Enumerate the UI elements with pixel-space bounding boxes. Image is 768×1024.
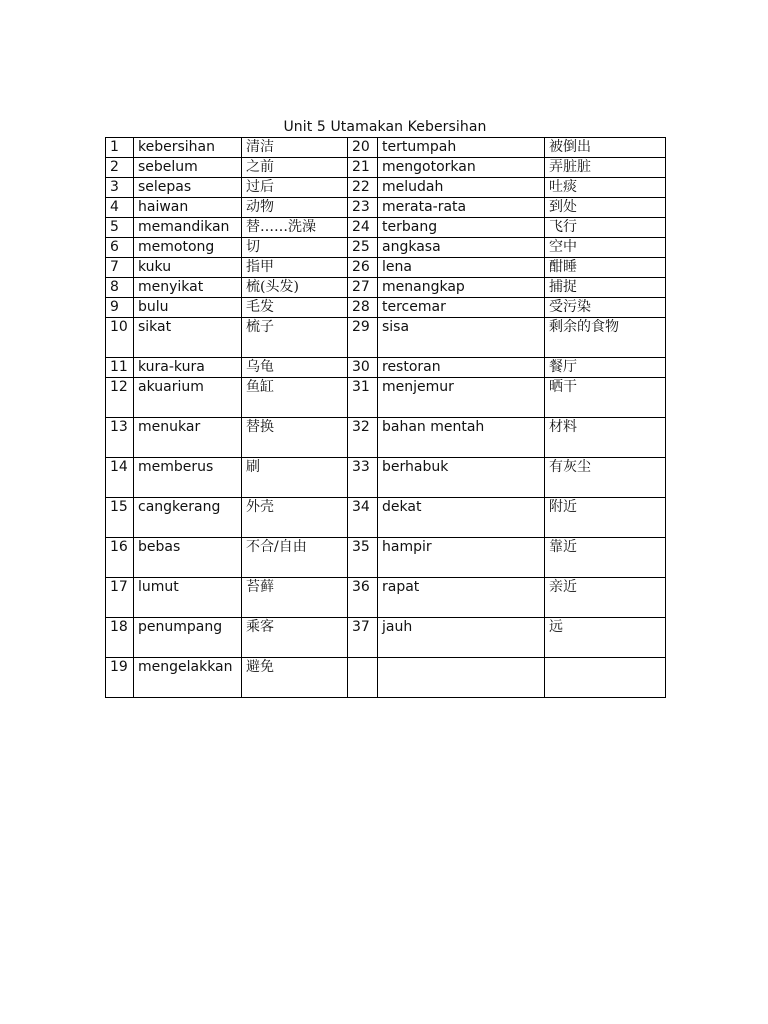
chinese-meaning: 指甲	[242, 258, 348, 278]
entry-number: 7	[106, 258, 134, 278]
table-row	[106, 178, 666, 198]
entry-number: 31	[348, 378, 378, 418]
malay-word: sebelum	[134, 158, 242, 178]
chinese-meaning: 替换	[242, 418, 348, 458]
chinese-meaning: 梳子	[242, 318, 348, 358]
table-row	[106, 358, 666, 378]
chinese-meaning: 动物	[242, 198, 348, 218]
entry-number: 29	[348, 318, 378, 358]
chinese-meaning: 远	[545, 618, 666, 658]
table-row	[106, 498, 666, 538]
entry-number: 26	[348, 258, 378, 278]
table-row	[106, 158, 666, 178]
chinese-meaning: 乌龟	[242, 358, 348, 378]
malay-word: angkasa	[378, 238, 545, 258]
chinese-meaning: 飞行	[545, 218, 666, 238]
malay-word: meludah	[378, 178, 545, 198]
malay-word: hampir	[378, 538, 545, 578]
malay-word: tertumpah	[378, 138, 545, 158]
malay-word: menjemur	[378, 378, 545, 418]
chinese-meaning: 有灰尘	[545, 458, 666, 498]
table-row	[106, 278, 666, 298]
malay-word: lena	[378, 258, 545, 278]
malay-word: tercemar	[378, 298, 545, 318]
malay-word: menyikat	[134, 278, 242, 298]
chinese-meaning: 吐痰	[545, 178, 666, 198]
malay-word: bulu	[134, 298, 242, 318]
table-row	[106, 538, 666, 578]
table-row	[106, 318, 666, 358]
entry-number: 28	[348, 298, 378, 318]
entry-number: 21	[348, 158, 378, 178]
vocabulary-table	[105, 137, 666, 698]
entry-number: 24	[348, 218, 378, 238]
entry-number: 17	[106, 578, 134, 618]
entry-number: 35	[348, 538, 378, 578]
table-row	[106, 658, 666, 698]
chinese-meaning: 材料	[545, 418, 666, 458]
entry-number: 5	[106, 218, 134, 238]
chinese-meaning: 外壳	[242, 498, 348, 538]
entry-number: 37	[348, 618, 378, 658]
entry-number	[348, 658, 378, 698]
chinese-meaning: 替……洗澡	[242, 218, 348, 238]
entry-number: 27	[348, 278, 378, 298]
entry-number: 2	[106, 158, 134, 178]
entry-number: 15	[106, 498, 134, 538]
entry-number: 18	[106, 618, 134, 658]
chinese-meaning: 毛发	[242, 298, 348, 318]
malay-word: jauh	[378, 618, 545, 658]
entry-number: 10	[106, 318, 134, 358]
entry-number: 6	[106, 238, 134, 258]
malay-word: merata-rata	[378, 198, 545, 218]
chinese-meaning	[545, 658, 666, 698]
malay-word: kuku	[134, 258, 242, 278]
malay-word: bebas	[134, 538, 242, 578]
malay-word: selepas	[134, 178, 242, 198]
entry-number: 14	[106, 458, 134, 498]
table-row	[106, 138, 666, 158]
malay-word: memandikan	[134, 218, 242, 238]
malay-word: bahan mentah	[378, 418, 545, 458]
chinese-meaning: 受污染	[545, 298, 666, 318]
malay-word: penumpang	[134, 618, 242, 658]
malay-word: kebersihan	[134, 138, 242, 158]
malay-word: mengotorkan	[378, 158, 545, 178]
chinese-meaning: 鱼缸	[242, 378, 348, 418]
malay-word: akuarium	[134, 378, 242, 418]
chinese-meaning: 捕捉	[545, 278, 666, 298]
entry-number: 16	[106, 538, 134, 578]
chinese-meaning: 亲近	[545, 578, 666, 618]
table-row	[106, 578, 666, 618]
chinese-meaning: 乘客	[242, 618, 348, 658]
malay-word: haiwan	[134, 198, 242, 218]
entry-number: 3	[106, 178, 134, 198]
malay-word: rapat	[378, 578, 545, 618]
malay-word: berhabuk	[378, 458, 545, 498]
chinese-meaning: 晒干	[545, 378, 666, 418]
malay-word: menangkap	[378, 278, 545, 298]
malay-word: sisa	[378, 318, 545, 358]
malay-word: lumut	[134, 578, 242, 618]
chinese-meaning: 过后	[242, 178, 348, 198]
table-row	[106, 218, 666, 238]
malay-word: cangkerang	[134, 498, 242, 538]
table-row	[106, 198, 666, 218]
chinese-meaning: 空中	[545, 238, 666, 258]
table-row	[106, 238, 666, 258]
table-row	[106, 298, 666, 318]
entry-number: 13	[106, 418, 134, 458]
chinese-meaning: 餐厅	[545, 358, 666, 378]
malay-word: menukar	[134, 418, 242, 458]
page-title: Unit 5 Utamakan Kebersihan	[283, 119, 487, 135]
entry-number: 22	[348, 178, 378, 198]
entry-number: 11	[106, 358, 134, 378]
chinese-meaning: 梳(头发)	[242, 278, 348, 298]
entry-number: 23	[348, 198, 378, 218]
entry-number: 1	[106, 138, 134, 158]
chinese-meaning: 避免	[242, 658, 348, 698]
chinese-meaning: 被倒出	[545, 138, 666, 158]
entry-number: 30	[348, 358, 378, 378]
malay-word: memberus	[134, 458, 242, 498]
malay-word	[378, 658, 545, 698]
malay-word: dekat	[378, 498, 545, 538]
malay-word: memotong	[134, 238, 242, 258]
chinese-meaning: 剩余的食物	[545, 318, 666, 358]
table-row	[106, 458, 666, 498]
malay-word: kura-kura	[134, 358, 242, 378]
table-row	[106, 618, 666, 658]
entry-number: 32	[348, 418, 378, 458]
entry-number: 8	[106, 278, 134, 298]
entry-number: 36	[348, 578, 378, 618]
table-row	[106, 418, 666, 458]
malay-word: mengelakkan	[134, 658, 242, 698]
entry-number: 25	[348, 238, 378, 258]
table-row	[106, 378, 666, 418]
chinese-meaning: 清洁	[242, 138, 348, 158]
chinese-meaning: 不合/自由	[242, 538, 348, 578]
malay-word: terbang	[378, 218, 545, 238]
chinese-meaning: 到处	[545, 198, 666, 218]
entry-number: 33	[348, 458, 378, 498]
chinese-meaning: 切	[242, 238, 348, 258]
entry-number: 12	[106, 378, 134, 418]
chinese-meaning: 之前	[242, 158, 348, 178]
chinese-meaning: 酣睡	[545, 258, 666, 278]
chinese-meaning: 苔藓	[242, 578, 348, 618]
entry-number: 34	[348, 498, 378, 538]
malay-word: sikat	[134, 318, 242, 358]
entry-number: 20	[348, 138, 378, 158]
chinese-meaning: 靠近	[545, 538, 666, 578]
malay-word: restoran	[378, 358, 545, 378]
entry-number: 9	[106, 298, 134, 318]
chinese-meaning: 附近	[545, 498, 666, 538]
chinese-meaning: 弄脏脏	[545, 158, 666, 178]
entry-number: 19	[106, 658, 134, 698]
chinese-meaning: 刷	[242, 458, 348, 498]
table-row	[106, 258, 666, 278]
entry-number: 4	[106, 198, 134, 218]
